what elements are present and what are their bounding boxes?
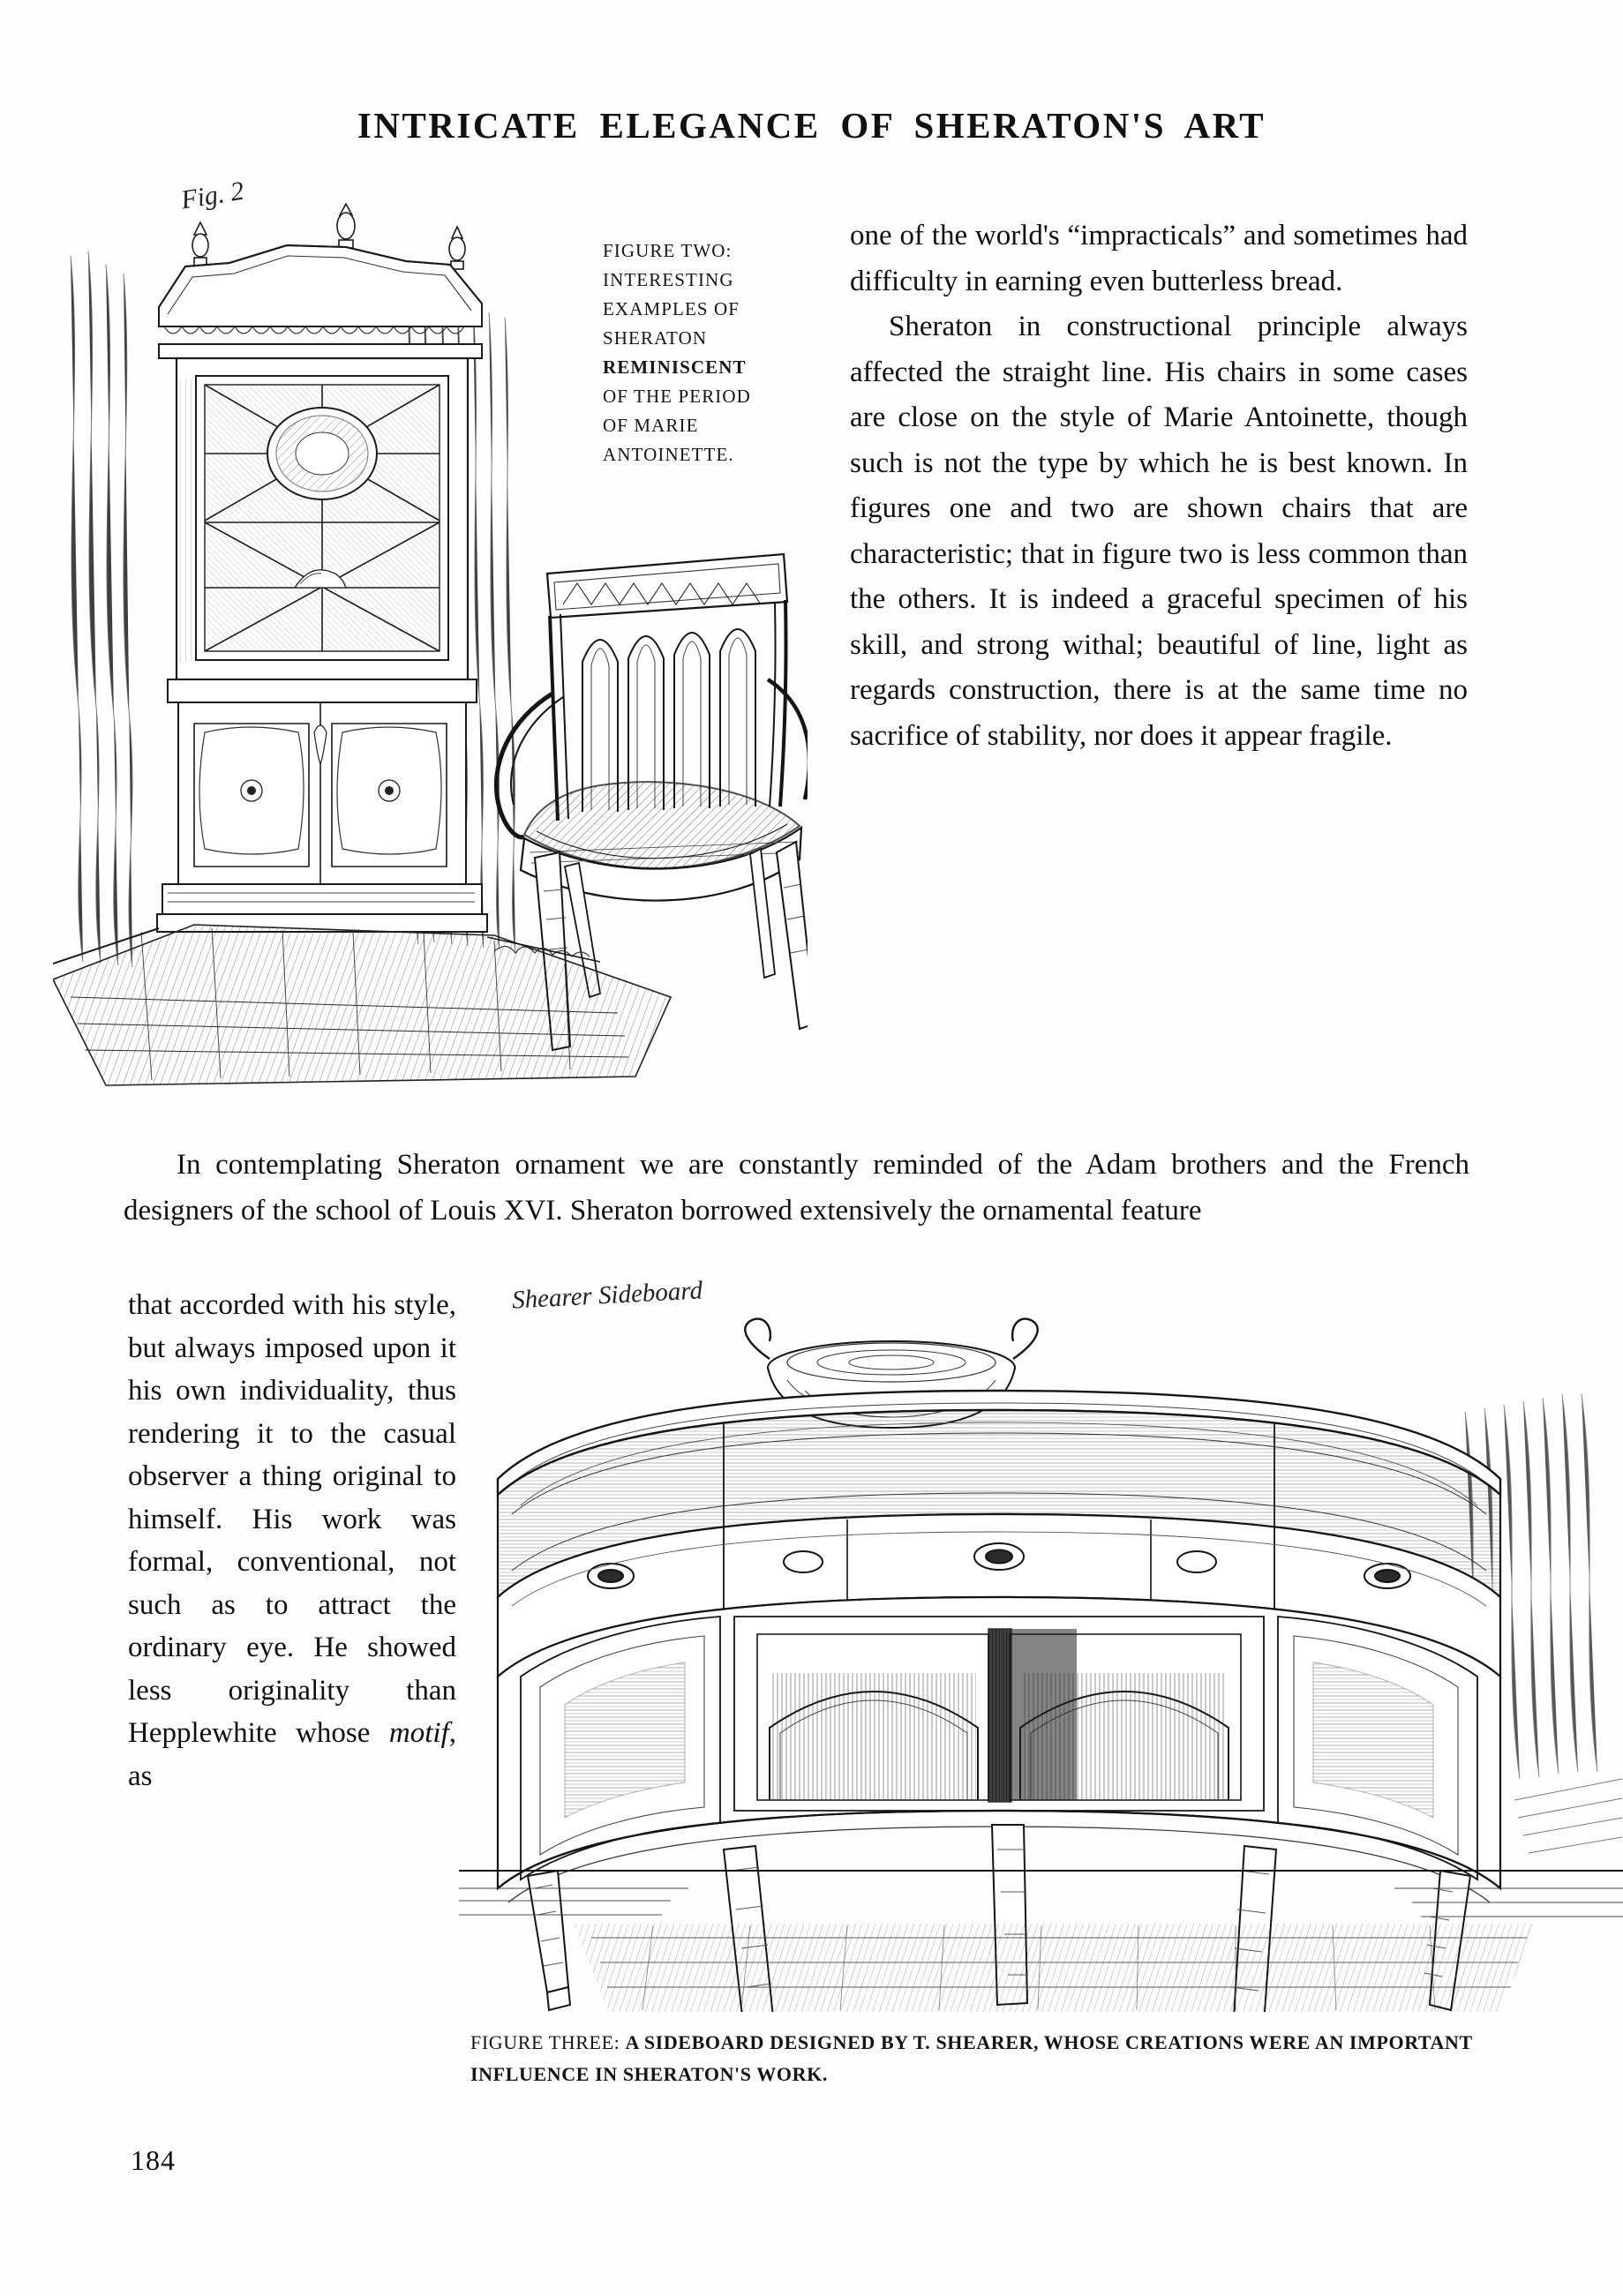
page-title: INTRICATE ELEGANCE OF SHERATON'S ART <box>357 105 1266 146</box>
figure-two-caption <box>603 236 823 469</box>
paragraph-accorded-text: that accorded with his style, but always imposed upon it his own individuality, thus rendering it to the casual observer a thing original to himself. His work was formal, conventional, not such as to attract the ordinary eye. He showed less originality than Hepplewhite whose <box>128 1289 456 1749</box>
italic-motif: motif <box>388 1717 449 1749</box>
figure-two-caption-line: EXAMPLES OF <box>603 298 740 319</box>
page-number: 184 <box>131 2144 176 2176</box>
figure-three-caption <box>470 2027 1476 2090</box>
figure-two-caption-line: OF MARIE <box>603 415 699 436</box>
paragraph-accorded-tail: , as <box>128 1717 456 1792</box>
figure-two-caption-line: FIGURE TWO: <box>603 240 733 261</box>
paragraph-sheraton-construction: Sheraton in constructional principle always affected the straight line. His chairs in some cases are close on the style of Marie Antoinette, though such is not the type by which he is best known. In figures one and two are shown chairs that are characteristic; that in figure two is less common than the others. It is indeed a graceful specimen of his skill, and strong withal; beautiful of line, light as regards construction, there is at the same time no sacrifice of stability, nor does it appear fragile. <box>850 311 1468 752</box>
figure-two-caption-line: ANTOINETTE. <box>603 444 734 465</box>
figure-two-hand-label: Fig. 2 <box>178 176 246 215</box>
article-full-width-paragraph <box>124 1143 1469 1234</box>
paragraph-accorded <box>128 1284 456 1797</box>
figure-two-caption-line: REMINISCENT <box>603 356 747 378</box>
article-bottom-left-column <box>128 1284 456 1797</box>
figure-three-caption-bold: A SIDEBOARD DESIGNED BY T. SHEARER, WHOSE CREATIONS WERE AN IMPORTANT INFLUENCE IN SHERATON'S WORK. <box>470 2031 1473 2085</box>
figure-three-drawing <box>459 1306 1623 2012</box>
figure-two-caption-line: OF THE PERIOD <box>603 386 751 407</box>
figure-three-illustration <box>459 1271 1623 2030</box>
figure-two-caption-line: SHERATON <box>603 327 708 349</box>
figure-three-caption-prefix: FIGURE THREE: <box>470 2031 626 2053</box>
figure-two-caption-line: INTERESTING <box>603 269 734 290</box>
article-right-column <box>850 214 1468 759</box>
paragraph-continued: one of the world's “impracticals” and sometimes had difficulty in earning even butterless bread. <box>850 220 1468 297</box>
paragraph-ornament: In contemplating Sheraton ornament we are constantly reminded of the Adam brothers and the French designers of the school of Louis XVI. Sheraton borrowed extensively the ornamental feature <box>124 1149 1469 1227</box>
figure-three-hand-label: Shearer Sideboard <box>511 1276 703 1315</box>
